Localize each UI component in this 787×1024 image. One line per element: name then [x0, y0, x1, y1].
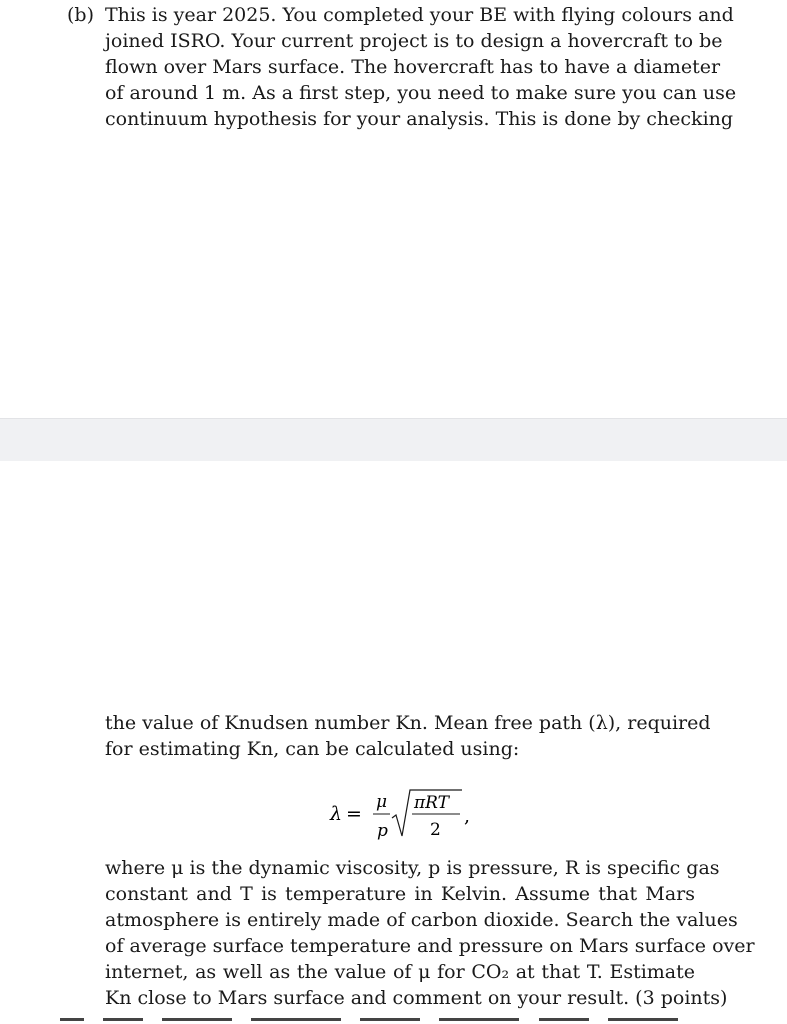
formula-p: p: [377, 821, 388, 841]
cut-off-glyphs: [162, 1018, 232, 1021]
text-line: where μ is the dynamic viscosity, p is pressure, R is specific gas: [105, 857, 720, 879]
text-line: This is year 2025. You completed your BE with flying colours and: [105, 4, 734, 26]
text-line: continuum hypothesis for your analysis. This is done by checking: [105, 108, 734, 130]
formula-lambda: λ: [330, 803, 343, 825]
text-line: for estimating Kn, can be calculated using:: [105, 738, 520, 760]
cut-off-glyphs: [360, 1018, 420, 1021]
cut-off-glyphs: [103, 1018, 143, 1021]
question-item-label: (b): [67, 4, 94, 26]
formula-comma: ,: [464, 805, 471, 827]
formula-equals: =: [346, 803, 362, 825]
page-break-gap: [0, 418, 787, 461]
question-paragraph-knudsen: [105, 710, 711, 762]
text-line: the value of Knudsen number Kn. Mean free path (λ), required: [105, 712, 711, 734]
cut-off-glyphs: [539, 1018, 589, 1021]
formula-mu: μ: [376, 792, 388, 812]
cut-off-glyphs: [608, 1018, 678, 1021]
question-paragraph-instructions: [105, 855, 755, 1011]
text-line: constant and T is temperature in Kelvin. Assume that Mars: [105, 883, 695, 905]
text-line: of average surface temperature and pressure on Mars surface over: [105, 935, 755, 957]
cut-off-glyphs: [439, 1018, 519, 1021]
mean-free-path-formula: [330, 780, 490, 844]
formula-svg: [330, 780, 490, 844]
page-top-section: [0, 0, 787, 418]
text-line: joined ISRO. Your current project is to design a hovercraft to be: [105, 30, 723, 52]
question-paragraph-intro: [105, 2, 737, 132]
formula-sqrt-denominator: 2: [430, 820, 441, 840]
cut-off-glyphs: [251, 1018, 341, 1021]
next-item-cut-off-text: [60, 1018, 700, 1024]
text-line: atmosphere is entirely made of carbon dioxide. Search the values: [105, 909, 738, 931]
text-line: of around 1 m. As a first step, you need to make sure you can use: [105, 82, 737, 104]
text-line: flown over Mars surface. The hovercraft has to have a diameter: [105, 56, 721, 78]
text-line: internet, as well as the value of μ for CO₂ at that T. Estimate: [105, 961, 695, 983]
text-line: Kn close to Mars surface and comment on your result. (3 points): [105, 987, 728, 1009]
formula-sqrt-numerator: πRT: [414, 793, 450, 813]
cut-off-glyphs: [60, 1018, 84, 1021]
